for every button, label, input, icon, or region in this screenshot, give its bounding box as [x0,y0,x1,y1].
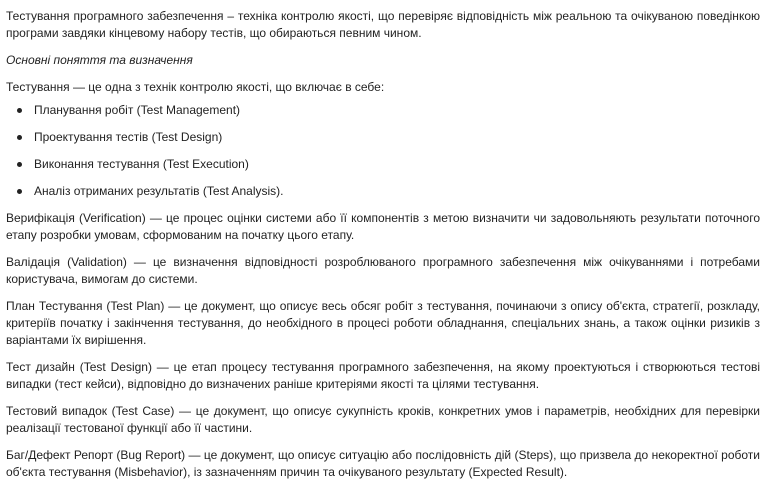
techniques-list [6,102,760,200]
bullet-icon [17,108,22,113]
list-item-text: Виконання тестування (Test Execution) [34,157,249,171]
definition-verification: Верифікація (Verification) — це процес оцінки системи або її компонентів з метою визначити чи задовольняють результати поточного етапу розробки умовам, сформованим на початку цього етапу. [6,211,760,242]
lead-paragraph: Тестування — це одна з технік контролю якості, що включає в себе: [6,80,385,94]
definition-test-plan: План Тестування (Test Plan) — це документ, що описує весь обсяг робіт з тестування, починаючи з опису об'єкта, стратегії, розкладу, критеріїв початку і закінчення тестування, до необхідного в процесі роботи обладнання, спеціальних знань, а також оцінки ризиків з варіантами їх вирішення. [6,299,760,347]
definition-test-case: Тестовий випадок (Test Case) — це документ, що описує сукупність кроків, конкретних умов і параметрів, необхідних для перевірки реалізації тестованої функції або її частини. [6,404,760,435]
definition-bug-report: Баг/Дефект Репорт (Bug Report) — це документ, що описує ситуацію або послідовність дій (Steps), що призвела до некоректної роботи об'єкта тестування (Misbehavior), із зазначенням причин та очікуваного результату (Expected Result). [6,448,760,479]
list-item-text: Планування робіт (Test Management) [34,103,241,117]
list-item-text: Аналіз отриманих результатів (Test Analysis). [34,184,284,198]
bullet-icon [17,189,22,194]
definition-validation: Валідація (Validation) — це визначення відповідності розроблюваного програмного забезпечення між очікуваннями і потребами користувача, вимогам до системи. [6,255,760,286]
intro-paragraph: Тестування програмного забезпечення – техніка контролю якості, що перевіряє відповідність між реальною та очікуваною поведінкою програми завдяки кінцевому набору тестів, що обираються певним чином. [6,9,760,40]
list-item [12,156,760,173]
list-item [12,129,760,146]
bullet-icon [17,135,22,140]
list-item [12,102,760,119]
list-item-text: Проектування тестів (Test Design) [34,130,223,144]
bullet-icon [17,162,22,167]
list-item [12,183,760,200]
definition-test-design: Тест дизайн (Test Design) — це етап процесу тестування програмного забезпечення, на якому проектуються і створюються тестові випадки (тест кейси), відповідно до визначених раніше критеріями якості та цілями тестування. [6,360,760,391]
section-heading: Основні поняття та визначення [6,53,193,67]
